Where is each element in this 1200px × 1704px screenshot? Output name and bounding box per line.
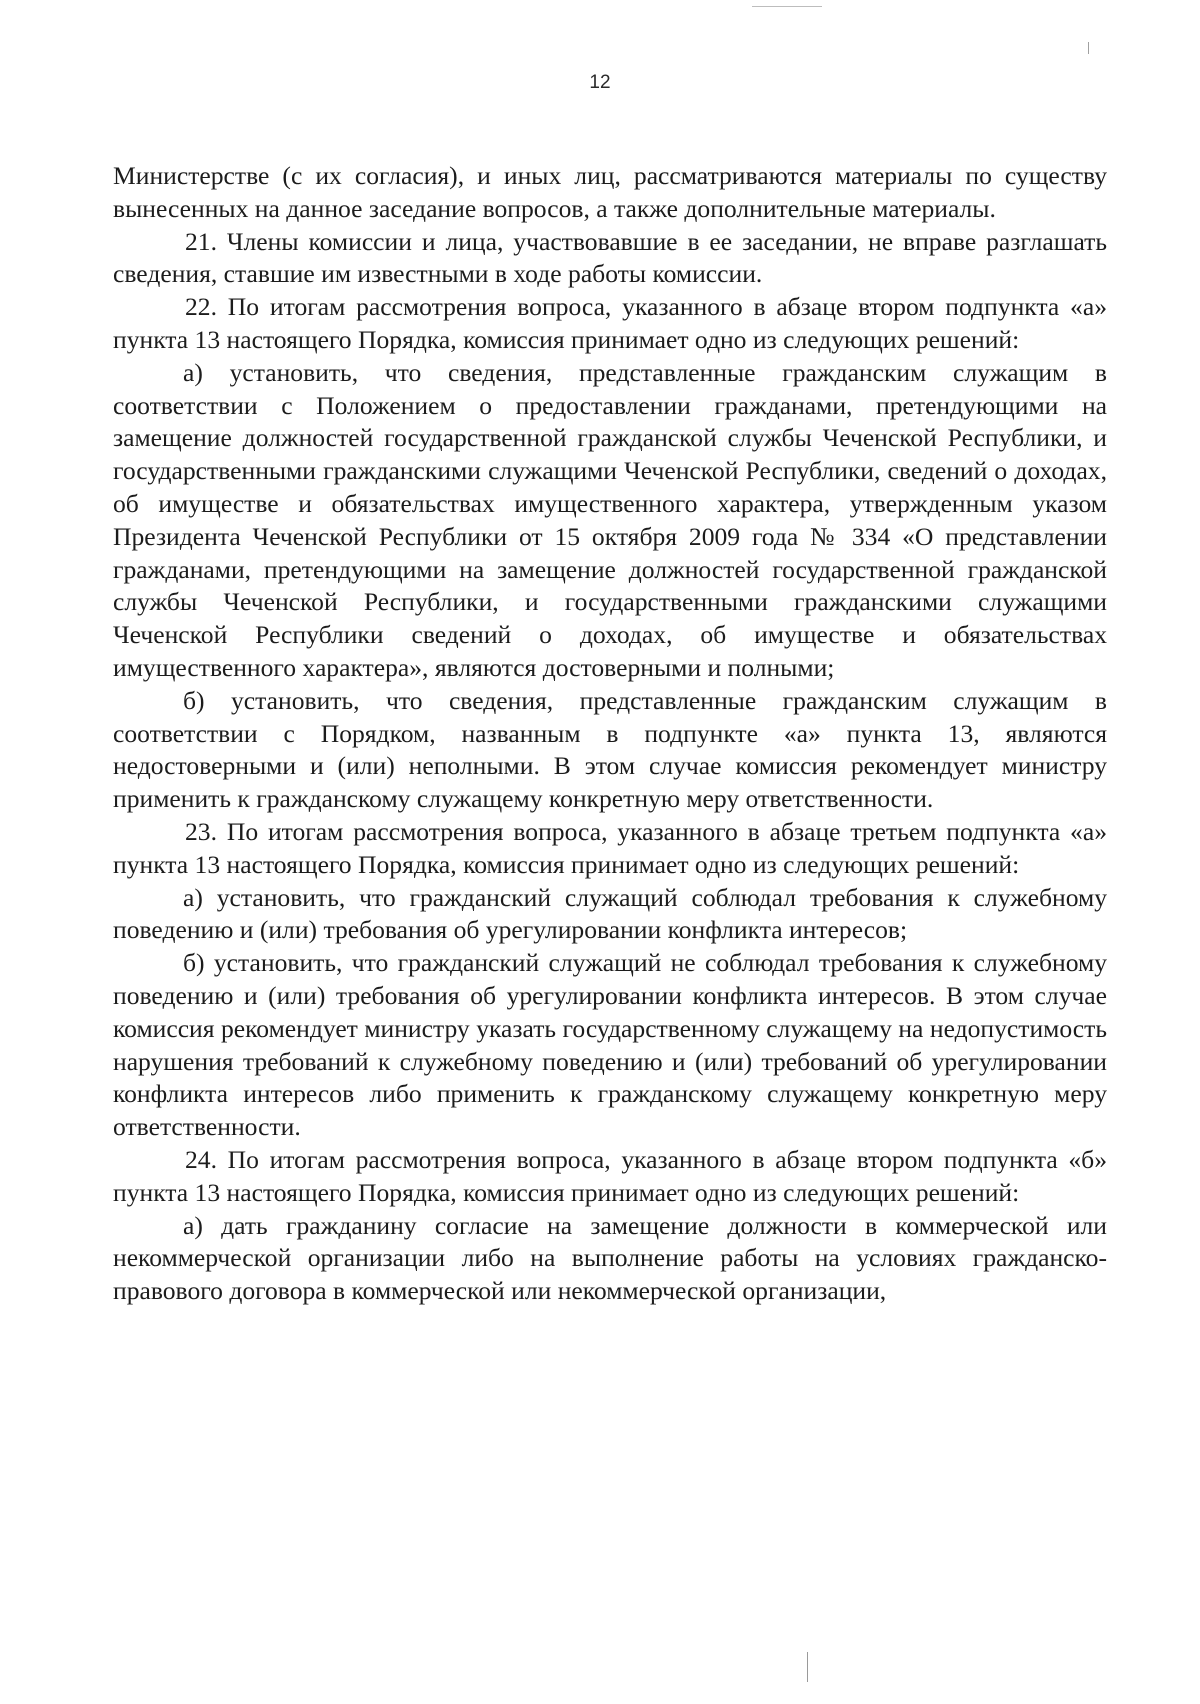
paragraph-item-22-b: б) установить, что сведения, представленные гражданским служащим в соответствии с Порядком, названным в подпункте «а» пункта 13, являются недостоверными и (или) неполными. В этом случае комиссия рекомендует министру применить к гражданскому служащему конкретную меру ответственности. xyxy=(113,685,1107,814)
paragraph-item-21: 21. Члены комиссии и лица, участвовавшие в ее заседании, не вправе разглашать сведения, ставшие им известными в ходе работы комиссии. xyxy=(113,226,1107,289)
paragraph-continuation: Министерстве (с их согласия), и иных лиц, рассматриваются материалы по существу вынесенных на данное заседание вопросов, а также дополнительные материалы. xyxy=(113,161,1107,223)
scan-artifact-top xyxy=(752,6,822,7)
paragraph-item-24-a: а) дать гражданину согласие на замещение должности в коммерческой или некоммерческой организации либо на выполнение работы на условиях гражданско-правового договора в коммерческой или некоммерческой организации, xyxy=(113,1210,1107,1306)
document-body xyxy=(113,160,1107,1308)
paragraph-item-23-b: б) установить, что гражданский служащий не соблюдал требования к служебному поведению и (или) требования об урегулировании конфликта интересов. В этом случае комиссия рекомендует министру указать государственному служащему на недопустимость нарушения требований к служебному поведению и (или) требований об урегулировании конфликта интересов либо применить к гражданскому служащему конкретную меру ответственности. xyxy=(113,948,1107,1142)
scan-artifact-right xyxy=(1088,42,1089,54)
page-number: 12 xyxy=(589,72,611,93)
scan-artifact-bottom xyxy=(807,1652,808,1682)
paragraph-item-23: 23. По итогам рассмотрения вопроса, указанного в абзаце третьем подпункта «а» пункта 13 настоящего Порядка, комиссия принимает одно из следующих решений: xyxy=(113,816,1107,879)
paragraph-item-22: 22. По итогам рассмотрения вопроса, указанного в абзаце втором подпункта «а» пункта 13 настоящего Порядка, комиссия принимает одно из следующих решений: xyxy=(113,292,1107,354)
paragraph-item-24: 24. По итогам рассмотрения вопроса, указанного в абзаце втором подпункта «б» пункта 13 настоящего Порядка, комиссия принимает одно из следующих решений: xyxy=(113,1144,1107,1207)
paragraph-item-23-a: а) установить, что гражданский служащий соблюдал требования к служебному поведению и (или) требования об урегулировании конфликта интересов; xyxy=(113,882,1107,945)
paragraph-item-22-a: а) установить, что сведения, представленные гражданским служащим в соответствии с Положением о предоставлении гражданами, претендующими на замещение должностей государственной гражданской службы Чеченской Республики, и государственными гражданскими служащими Чеченской Республики, сведений о доходах, об имуществе и обязательствах имущественного характера, утвержденным указом Президента Чеченской Республики от 15 октября 2009 года № 334 «О представлении гражданами, претендующими на замещение должностей государственной гражданской службы Чеченской Республики, и государственными гражданскими служащими Чеченской Республики сведений о доходах, об имуществе и обязательствах имущественного характера», являются достоверными и полными; xyxy=(113,357,1107,682)
